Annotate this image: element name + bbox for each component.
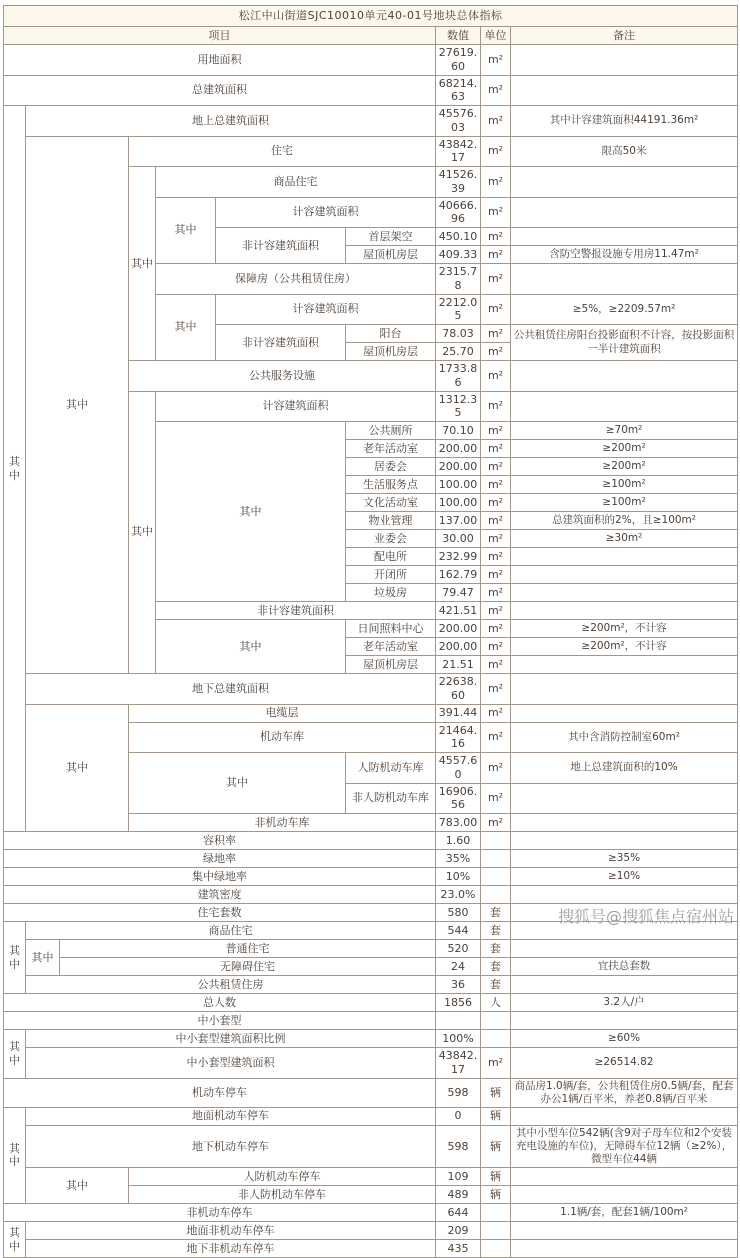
item-cell: 机动车库 [129, 722, 436, 753]
note-cell [511, 1222, 738, 1240]
spanner-cell: 其中 [26, 704, 129, 832]
item-cell: 日间照料中心 [346, 620, 436, 638]
item-cell: 首层架空 [346, 228, 436, 246]
item-cell: 计容建筑面积 [156, 391, 436, 422]
item-cell: 阳台 [346, 325, 436, 343]
table-row [4, 1222, 738, 1240]
value-cell: 200.00 [436, 440, 481, 458]
value-cell: 435 [436, 1240, 481, 1258]
spanner-cell: 其中 [26, 1168, 129, 1204]
note-cell: ≥200m² [511, 440, 738, 458]
note-cell: ≥100m² [511, 494, 738, 512]
item-cell: 中小套型建筑面积比例 [26, 1030, 436, 1048]
unit-cell: m² [481, 197, 511, 228]
value-cell: 4557.60 [436, 753, 481, 784]
note-cell [511, 814, 738, 832]
value-cell: 21.51 [436, 656, 481, 674]
item-cell: 住宅 [129, 136, 436, 167]
value-cell: 598 [436, 1125, 481, 1167]
spanner-cell: 其中 [156, 422, 346, 602]
value-cell: 45576.03 [436, 106, 481, 137]
note-cell [511, 391, 738, 422]
note-cell [511, 1168, 738, 1186]
unit-cell: 辆 [481, 1168, 511, 1186]
table-row [4, 994, 738, 1012]
value-cell: 391.44 [436, 704, 481, 722]
item-cell: 集中绿地率 [4, 868, 436, 886]
spanner-cell: 其中 [156, 620, 346, 674]
column-header: 项目 [4, 27, 436, 45]
item-cell: 非人防机动车停车 [129, 1186, 436, 1204]
unit-cell [481, 1204, 511, 1222]
note-cell: ≥5%，≥2209.57m² [511, 294, 738, 325]
item-cell: 非计容建筑面积 [216, 325, 346, 361]
unit-cell: m² [481, 476, 511, 494]
table-row [4, 27, 738, 45]
value-cell: 1733.86 [436, 361, 481, 392]
note-cell: ≥60% [511, 1030, 738, 1048]
spanner-cell: 其中 [156, 197, 216, 264]
item-cell: 商品住宅 [26, 922, 436, 940]
table-row [4, 1012, 738, 1030]
table-row [4, 832, 738, 850]
item-cell: 地上总建筑面积 [26, 106, 436, 137]
value-cell: 23.0% [436, 886, 481, 904]
note-cell: 地上总建筑面积的10% [511, 753, 738, 784]
note-cell [511, 940, 738, 958]
value-cell: 544 [436, 922, 481, 940]
note-cell [511, 584, 738, 602]
item-cell: 用地面积 [4, 45, 436, 76]
note-cell: ≥35% [511, 850, 738, 868]
note-cell [511, 361, 738, 392]
item-cell: 中小套型 [4, 1012, 436, 1030]
unit-cell [481, 1030, 511, 1048]
note-cell: 其中小型车位542辆(含9对子母车位和2个安装充电设施的车位)，无障碍车位12辆（≥2%），微型车位44辆 [511, 1125, 738, 1167]
spanner-cell: 其中 [129, 753, 346, 814]
unit-cell: m² [481, 548, 511, 566]
note-cell [511, 704, 738, 722]
note-cell: ≥100m² [511, 476, 738, 494]
item-cell: 公共租赁住房 [26, 976, 436, 994]
table-row [4, 106, 738, 137]
column-header: 备注 [511, 27, 738, 45]
item-cell: 商品住宅 [156, 167, 436, 198]
value-cell: 1856 [436, 994, 481, 1012]
unit-cell: m² [481, 228, 511, 246]
note-cell [511, 548, 738, 566]
indicator-table [3, 5, 738, 1258]
table-row [4, 1048, 738, 1079]
value-cell: 209 [436, 1222, 481, 1240]
item-cell: 人防机动车库 [346, 753, 436, 784]
unit-cell: m² [481, 325, 511, 343]
unit-cell: m² [481, 783, 511, 814]
note-cell: 总建筑面积的2%，且≥100m² [511, 512, 738, 530]
unit-cell [481, 1222, 511, 1240]
table-title: 松江中山街道SJC10010单元40-01号地块总体指标 [4, 6, 738, 27]
unit-cell: m² [481, 75, 511, 106]
item-cell: 住宅套数 [4, 904, 436, 922]
unit-cell: m² [481, 566, 511, 584]
unit-cell: m² [481, 638, 511, 656]
unit-cell: m² [481, 361, 511, 392]
note-cell [511, 1012, 738, 1030]
unit-cell: m² [481, 656, 511, 674]
value-cell: 200.00 [436, 458, 481, 476]
value-cell: 24 [436, 958, 481, 976]
note-cell: ≥10% [511, 868, 738, 886]
item-cell: 建筑密度 [4, 886, 436, 904]
item-cell: 地面非机动车停车 [26, 1222, 436, 1240]
unit-cell: m² [481, 530, 511, 548]
item-cell: 普通住宅 [60, 940, 436, 958]
value-cell: 162.79 [436, 566, 481, 584]
value-cell: 70.10 [436, 422, 481, 440]
table-row [4, 886, 738, 904]
item-cell: 非人防机动车库 [346, 783, 436, 814]
table-head [4, 6, 738, 45]
table-row [4, 6, 738, 27]
note-cell [511, 602, 738, 620]
table-body [4, 45, 738, 1258]
value-cell [436, 1012, 481, 1030]
item-cell: 人防机动车停车 [129, 1168, 436, 1186]
unit-cell: 辆 [481, 1125, 511, 1167]
note-cell [511, 886, 738, 904]
unit-cell: 套 [481, 922, 511, 940]
item-cell: 屋顶机房层 [346, 246, 436, 264]
item-cell: 老年活动室 [346, 638, 436, 656]
spanner-cell: 其中 [129, 391, 156, 674]
table-row [4, 1240, 738, 1258]
item-cell: 中小套型建筑面积 [26, 1048, 436, 1079]
note-cell [511, 656, 738, 674]
item-cell: 非机动车停车 [4, 1204, 436, 1222]
value-cell: 232.99 [436, 548, 481, 566]
value-cell: 580 [436, 904, 481, 922]
note-cell [511, 75, 738, 106]
table-row [4, 674, 738, 705]
note-cell: ≥30m² [511, 530, 738, 548]
table-row [4, 45, 738, 76]
unit-cell: m² [481, 246, 511, 264]
note-cell [511, 228, 738, 246]
table-row [4, 1107, 738, 1125]
value-cell: 450.10 [436, 228, 481, 246]
unit-cell: m² [481, 106, 511, 137]
unit-cell: m² [481, 674, 511, 705]
item-cell: 业委会 [346, 530, 436, 548]
item-cell: 容积率 [4, 832, 436, 850]
note-cell [511, 45, 738, 76]
item-cell: 公共厕所 [346, 422, 436, 440]
table-row [4, 904, 738, 922]
note-cell [511, 1186, 738, 1204]
unit-cell: m² [481, 343, 511, 361]
value-cell: 109 [436, 1168, 481, 1186]
unit-cell: 套 [481, 904, 511, 922]
value-cell: 30.00 [436, 530, 481, 548]
value-cell: 100.00 [436, 476, 481, 494]
value-cell: 0 [436, 1107, 481, 1125]
item-cell: 文化活动室 [346, 494, 436, 512]
unit-cell: 套 [481, 958, 511, 976]
spanner-cell: 其中 [4, 1107, 26, 1203]
unit-cell: m² [481, 45, 511, 76]
item-cell: 保障房（公共租赁住房） [156, 264, 436, 295]
value-cell: 409.33 [436, 246, 481, 264]
item-cell: 地下非机动车停车 [26, 1240, 436, 1258]
unit-cell: 人 [481, 994, 511, 1012]
note-cell [511, 167, 738, 198]
watermark: 搜狐号@搜狐焦点宿州站 [557, 907, 734, 926]
value-cell: 10% [436, 868, 481, 886]
value-cell: 783.00 [436, 814, 481, 832]
item-cell: 垃圾房 [346, 584, 436, 602]
item-cell: 无障碍住宅 [60, 958, 436, 976]
note-cell [511, 976, 738, 994]
unit-cell: 辆 [481, 1107, 511, 1125]
item-cell: 总人数 [4, 994, 436, 1012]
note-cell: 限高50米 [511, 136, 738, 167]
unit-cell [481, 850, 511, 868]
note-cell: 公共租赁住房阳台投影面积不计容，按投影面积一半计建筑面积 [511, 325, 738, 361]
note-cell: 3.2人/户 [511, 994, 738, 1012]
note-cell [511, 566, 738, 584]
note-cell [511, 832, 738, 850]
note-cell: 其中计容建筑面积44191.36m² [511, 106, 738, 137]
item-cell: 非机动车库 [129, 814, 436, 832]
item-cell: 屋顶机房层 [346, 656, 436, 674]
value-cell: 421.51 [436, 602, 481, 620]
unit-cell [481, 832, 511, 850]
value-cell: 1312.35 [436, 391, 481, 422]
column-header: 数值 [436, 27, 481, 45]
unit-cell [481, 1240, 511, 1258]
table-row [4, 868, 738, 886]
note-cell: 商品房1.0辆/套，公共租赁住房0.5辆/套，配套办公1辆/百平米，养老0.8辆/百平米 [511, 1078, 738, 1107]
column-header: 单位 [481, 27, 511, 45]
value-cell: 200.00 [436, 620, 481, 638]
value-cell: 16906.56 [436, 783, 481, 814]
item-cell: 地下机动车停车 [26, 1125, 436, 1167]
note-cell: 其中含消防控制室60m² [511, 722, 738, 753]
table-row [4, 850, 738, 868]
note-cell: ≥200m²，不计容 [511, 620, 738, 638]
note-cell [511, 783, 738, 814]
note-cell: 宜扶总套数 [511, 958, 738, 976]
value-cell: 598 [436, 1078, 481, 1107]
table-row [4, 958, 738, 976]
unit-cell: m² [481, 440, 511, 458]
value-cell: 21464.16 [436, 722, 481, 753]
item-cell: 屋顶机房层 [346, 343, 436, 361]
note-cell: 1.1辆/套，配套1辆/100m² [511, 1204, 738, 1222]
value-cell: 43842.17 [436, 136, 481, 167]
spanner-cell: 其中 [26, 136, 129, 674]
unit-cell: m² [481, 264, 511, 295]
table-row [4, 1168, 738, 1186]
value-cell: 100% [436, 1030, 481, 1048]
spanner-cell: 其中 [26, 940, 60, 976]
item-cell: 非计容建筑面积 [156, 602, 436, 620]
spanner-cell: 其中 [4, 922, 26, 994]
item-cell: 物业管理 [346, 512, 436, 530]
value-cell: 520 [436, 940, 481, 958]
unit-cell: m² [481, 620, 511, 638]
item-cell: 总建筑面积 [4, 75, 436, 106]
item-cell: 计容建筑面积 [216, 294, 436, 325]
table-row [4, 1030, 738, 1048]
unit-cell: m² [481, 458, 511, 476]
value-cell: 41526.39 [436, 167, 481, 198]
unit-cell [481, 886, 511, 904]
item-cell: 非计容建筑面积 [216, 228, 346, 264]
unit-cell: m² [481, 494, 511, 512]
value-cell: 1.60 [436, 832, 481, 850]
value-cell: 100.00 [436, 494, 481, 512]
value-cell: 79.47 [436, 584, 481, 602]
table-row [4, 1125, 738, 1167]
item-cell: 公共服务设施 [129, 361, 436, 392]
spanner-cell: 其中 [4, 1030, 26, 1079]
unit-cell: m² [481, 294, 511, 325]
value-cell: 25.70 [436, 343, 481, 361]
item-cell: 地下总建筑面积 [26, 674, 436, 705]
note-cell [511, 904, 738, 922]
item-cell: 电缆层 [129, 704, 436, 722]
value-cell: 68214.63 [436, 75, 481, 106]
unit-cell: 套 [481, 940, 511, 958]
value-cell: 489 [436, 1186, 481, 1204]
unit-cell: 套 [481, 976, 511, 994]
spanner-cell: 其中 [129, 167, 156, 361]
note-cell [511, 1107, 738, 1125]
note-cell: 含防空警报设施专用房11.47m² [511, 246, 738, 264]
unit-cell: m² [481, 814, 511, 832]
note-cell [511, 264, 738, 295]
unit-cell: m² [481, 602, 511, 620]
note-cell [511, 197, 738, 228]
unit-cell: m² [481, 422, 511, 440]
note-cell: ≥200m²，不计容 [511, 638, 738, 656]
unit-cell: m² [481, 753, 511, 784]
item-cell: 计容建筑面积 [216, 197, 436, 228]
unit-cell: m² [481, 391, 511, 422]
table-row [4, 75, 738, 106]
value-cell: 644 [436, 1204, 481, 1222]
spanner-cell: 其中 [4, 106, 26, 832]
spanner-cell: 其中 [156, 294, 216, 361]
table-row [4, 976, 738, 994]
spanner-cell: 其中 [4, 1222, 26, 1258]
value-cell: 200.00 [436, 638, 481, 656]
item-cell: 居委会 [346, 458, 436, 476]
unit-cell [481, 1012, 511, 1030]
value-cell: 2212.05 [436, 294, 481, 325]
note-cell [511, 1240, 738, 1258]
value-cell: 2315.78 [436, 264, 481, 295]
unit-cell: m² [481, 584, 511, 602]
table-row [4, 136, 738, 167]
unit-cell: m² [481, 704, 511, 722]
table-row [4, 704, 738, 722]
table-row [4, 940, 738, 958]
unit-cell: m² [481, 136, 511, 167]
unit-cell: m² [481, 512, 511, 530]
item-cell: 生活服务点 [346, 476, 436, 494]
item-cell: 开闭所 [346, 566, 436, 584]
value-cell: 43842.17 [436, 1048, 481, 1079]
value-cell: 27619.60 [436, 45, 481, 76]
unit-cell: 辆 [481, 1078, 511, 1107]
note-cell: ≥26514.82 [511, 1048, 738, 1079]
value-cell: 35% [436, 850, 481, 868]
item-cell: 绿地率 [4, 850, 436, 868]
note-cell: ≥70m² [511, 422, 738, 440]
unit-cell: m² [481, 722, 511, 753]
table-row [4, 1078, 738, 1107]
unit-cell: 辆 [481, 1186, 511, 1204]
value-cell: 78.03 [436, 325, 481, 343]
value-cell: 40666.96 [436, 197, 481, 228]
item-cell: 老年活动室 [346, 440, 436, 458]
table-row [4, 1204, 738, 1222]
item-cell: 机动车停车 [4, 1078, 436, 1107]
unit-cell: m² [481, 1048, 511, 1079]
unit-cell: m² [481, 167, 511, 198]
note-cell [511, 674, 738, 705]
value-cell: 137.00 [436, 512, 481, 530]
unit-cell [481, 868, 511, 886]
note-cell: ≥200m² [511, 458, 738, 476]
item-cell: 配电所 [346, 548, 436, 566]
value-cell: 22638.60 [436, 674, 481, 705]
item-cell: 地面机动车停车 [26, 1107, 436, 1125]
value-cell: 36 [436, 976, 481, 994]
